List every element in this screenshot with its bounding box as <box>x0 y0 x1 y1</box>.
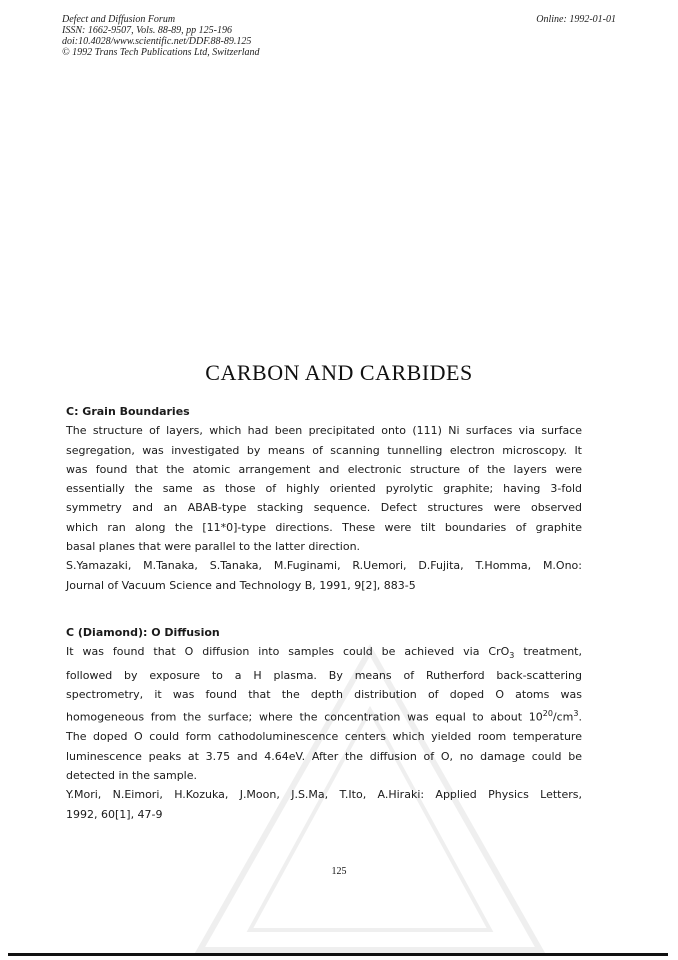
paragraph-line <box>66 704 582 727</box>
superscript: 3 <box>573 709 579 719</box>
bottom-rule <box>8 953 668 956</box>
text-run: It was found that O diffusion into samples could be achieved via CrO <box>66 645 510 659</box>
citation-line: 1992, 60[1], 47-9 <box>66 807 163 821</box>
paragraph-line: The structure of layers, which had been precipitated onto (111) Ni surfaces via surface <box>66 424 582 438</box>
paragraph-line: basal planes that were parallel to the latter direction. <box>66 540 361 554</box>
text-run: treatment, <box>514 645 582 659</box>
paragraph-line: followed by exposure to a H plasma. By means of Rutherford back-scattering <box>66 668 582 682</box>
doi-line: doi:10.4028/www.scientific.net/DDF.88-89.125 <box>62 36 252 47</box>
section-grain-boundaries <box>66 402 582 595</box>
section-heading: C: Grain Boundaries <box>66 405 190 418</box>
section-paragraph <box>66 421 582 556</box>
paragraph-line: segregation, was investigated by means of scanning tunnelling electron microscopy. It <box>66 443 582 457</box>
section-diamond-diffusion <box>66 623 582 824</box>
text-run: /cm <box>552 711 574 725</box>
section-heading: C (Diamond): O Diffusion <box>66 626 220 639</box>
paragraph-line: was found that the atomic arrangement and electronic structure of the layers were <box>66 462 582 476</box>
page-title: CARBON AND CARBIDES <box>205 360 473 385</box>
journal-name: Defect and Diffusion Forum <box>62 14 176 25</box>
section-paragraph <box>66 727 582 785</box>
citation-line: Journal of Vacuum Science and Technology B, 1991, 9[2], 883-5 <box>66 578 416 592</box>
copyright-line: © 1992 Trans Tech Publications Ltd, Switzerland <box>62 47 260 58</box>
paragraph-line: spectrometry, it was found that the depth distribution of doped O atoms was <box>66 688 582 702</box>
paragraph-line: luminescence peaks at 3.75 and 4.64eV. After the diffusion of O, no damage could be <box>66 749 582 763</box>
paragraph-line: detected in the sample. <box>66 768 198 782</box>
online-date: Online: 1992-01-01 <box>536 14 616 25</box>
authors-line: Y.Mori, N.Eimori, H.Kozuka, J.Moon, J.S.Ma, T.Ito, A.Hiraki: Applied Physics Letters, <box>66 788 582 802</box>
text-run: . <box>578 711 582 725</box>
page-number: 125 <box>331 866 347 877</box>
paragraph-line: which ran along the [11*0]-type directions. These were tilt boundaries of graphite <box>66 520 582 534</box>
superscript: 20 <box>542 709 553 719</box>
subscript: 3 <box>509 651 515 661</box>
paragraph-line: The doped O could form cathodoluminescence centers which yielded room temperature <box>66 730 582 744</box>
text-run: homogeneous from the surface; where the concentration was equal to about 10 <box>66 711 543 725</box>
issn-line: ISSN: 1662-9507, Vols. 88-89, pp 125-196 <box>62 25 232 36</box>
authors-line: S.Yamazaki, M.Tanaka, S.Tanaka, M.Fuginami, R.Uemori, D.Fujita, T.Homma, M.Ono: <box>66 559 582 573</box>
paragraph-line: symmetry and an ABAB-type stacking sequence. Defect structures were observed <box>66 501 582 515</box>
paragraph-line <box>66 642 582 665</box>
header-info <box>62 14 260 58</box>
paragraph-line: essentially the same as those of highly oriented pyrolytic graphite; having 3-fold <box>66 482 582 496</box>
